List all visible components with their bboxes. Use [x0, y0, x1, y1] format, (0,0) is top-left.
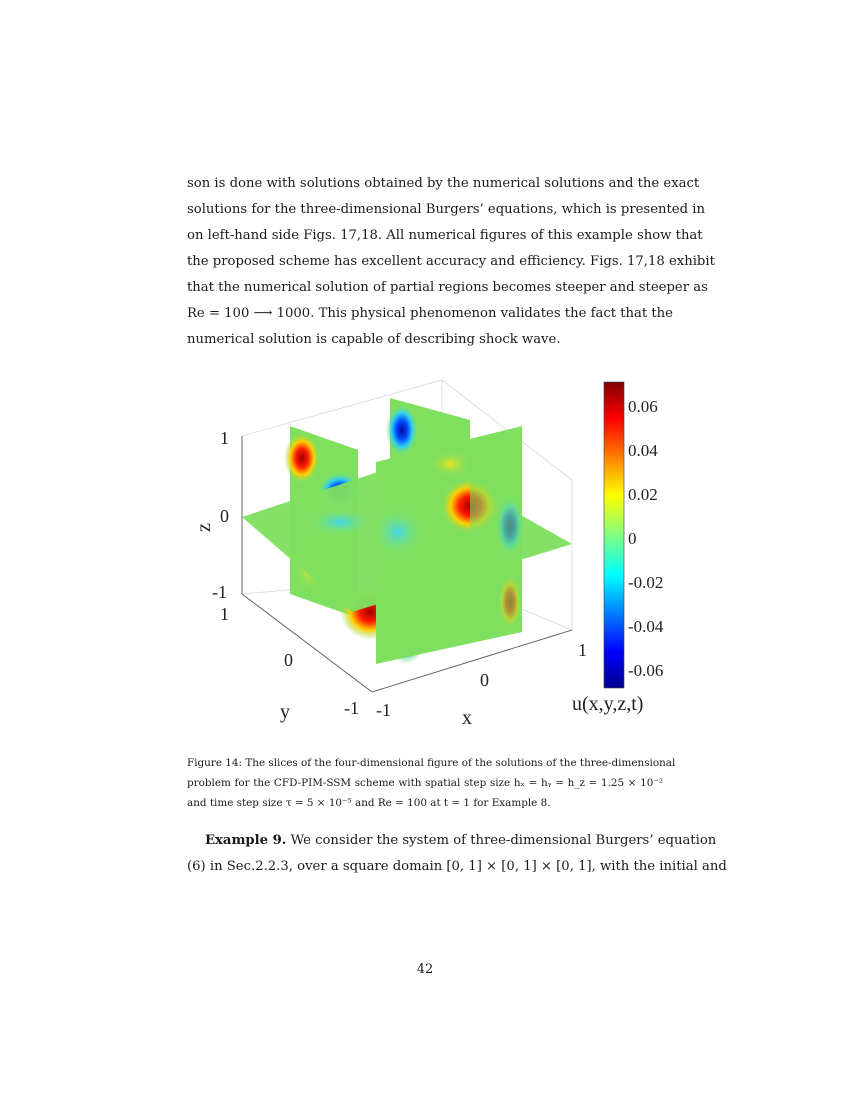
- caption-line: and time step size τ = 5 × 10⁻⁵ and Re = 100 at t = 1 for Example 8.: [187, 797, 551, 809]
- colorbar-tick: -0.04: [628, 617, 664, 636]
- y-tick: 0: [284, 650, 293, 670]
- caption-line: problem for the CFD-PIM-SSM scheme with spatial step size hₓ = hᵧ = h_z = 1.25 × 10⁻²: [187, 777, 663, 789]
- cyan-blob: [306, 508, 374, 536]
- yellow-blob: [428, 450, 472, 478]
- figure-caption: [187, 753, 676, 813]
- page-number: 42: [416, 962, 434, 977]
- intro-paragraph: [187, 171, 715, 353]
- z-tick: 0: [220, 506, 229, 526]
- z-tick: 1: [220, 428, 229, 448]
- colorbar-tick: 0: [628, 529, 637, 548]
- slice-plane-right: [470, 438, 522, 642]
- blue-blob: [386, 404, 418, 456]
- example-line: (6) in Sec.2.2.3, over a square domain [0, 1] × [0, 1] × [0, 1], with the initial and: [187, 859, 727, 874]
- cyan-blob: [372, 508, 424, 556]
- x-tick: 0: [480, 670, 489, 690]
- x-tick: 1: [578, 640, 587, 660]
- colorbar-label: u(x,y,z,t): [572, 693, 644, 715]
- x-tick: -1: [376, 700, 391, 720]
- text-line: solutions for the three-dimensional Burgers’ equations, which is presented in: [187, 202, 705, 217]
- z-tick: -1: [212, 582, 227, 602]
- colorbar-ticks: [628, 397, 664, 680]
- colorbar-tick: 0.04: [628, 441, 658, 460]
- example-paragraph: [187, 828, 727, 880]
- text-line: that the numerical solution of partial regions becomes steeper and steeper as: [187, 280, 708, 295]
- red-blob: [284, 432, 320, 484]
- colorbar-tick: -0.06: [628, 661, 664, 680]
- example-text: We consider the system of three-dimensional Burgers’ equation: [286, 833, 717, 848]
- y-axis-label: y: [280, 701, 290, 723]
- text-line: on left-hand side Figs. 17,18. All numerical figures of this example show that: [187, 228, 703, 243]
- y-tick: 1: [220, 604, 229, 624]
- text-line: numerical solution is capable of describing shock wave.: [187, 332, 561, 347]
- text-line: son is done with solutions obtained by the numerical solutions and the exact: [187, 176, 700, 191]
- colorbar-tick: -0.02: [628, 573, 664, 592]
- caption-line: Figure 14: The slices of the four-dimensional figure of the solutions of the three-dimensional: [187, 757, 676, 769]
- example-label: Example 9.: [205, 833, 287, 848]
- example-line: [187, 828, 717, 854]
- y-tick: -1: [344, 698, 359, 718]
- x-axis-label: x: [462, 707, 472, 729]
- z-axis-label: z: [193, 523, 215, 532]
- text-line: Re = 100 ⟶ 1000. This physical phenomenon validates the fact that the: [187, 306, 673, 321]
- colorbar: [604, 382, 624, 688]
- text-line: the proposed scheme has excellent accuracy and efficiency. Figs. 17,18 exhibit: [187, 254, 715, 269]
- colorbar-tick: 0.06: [628, 397, 658, 416]
- slice-figure: [180, 372, 680, 732]
- z-ticks: [212, 428, 229, 602]
- colorbar-tick: 0.02: [628, 485, 658, 504]
